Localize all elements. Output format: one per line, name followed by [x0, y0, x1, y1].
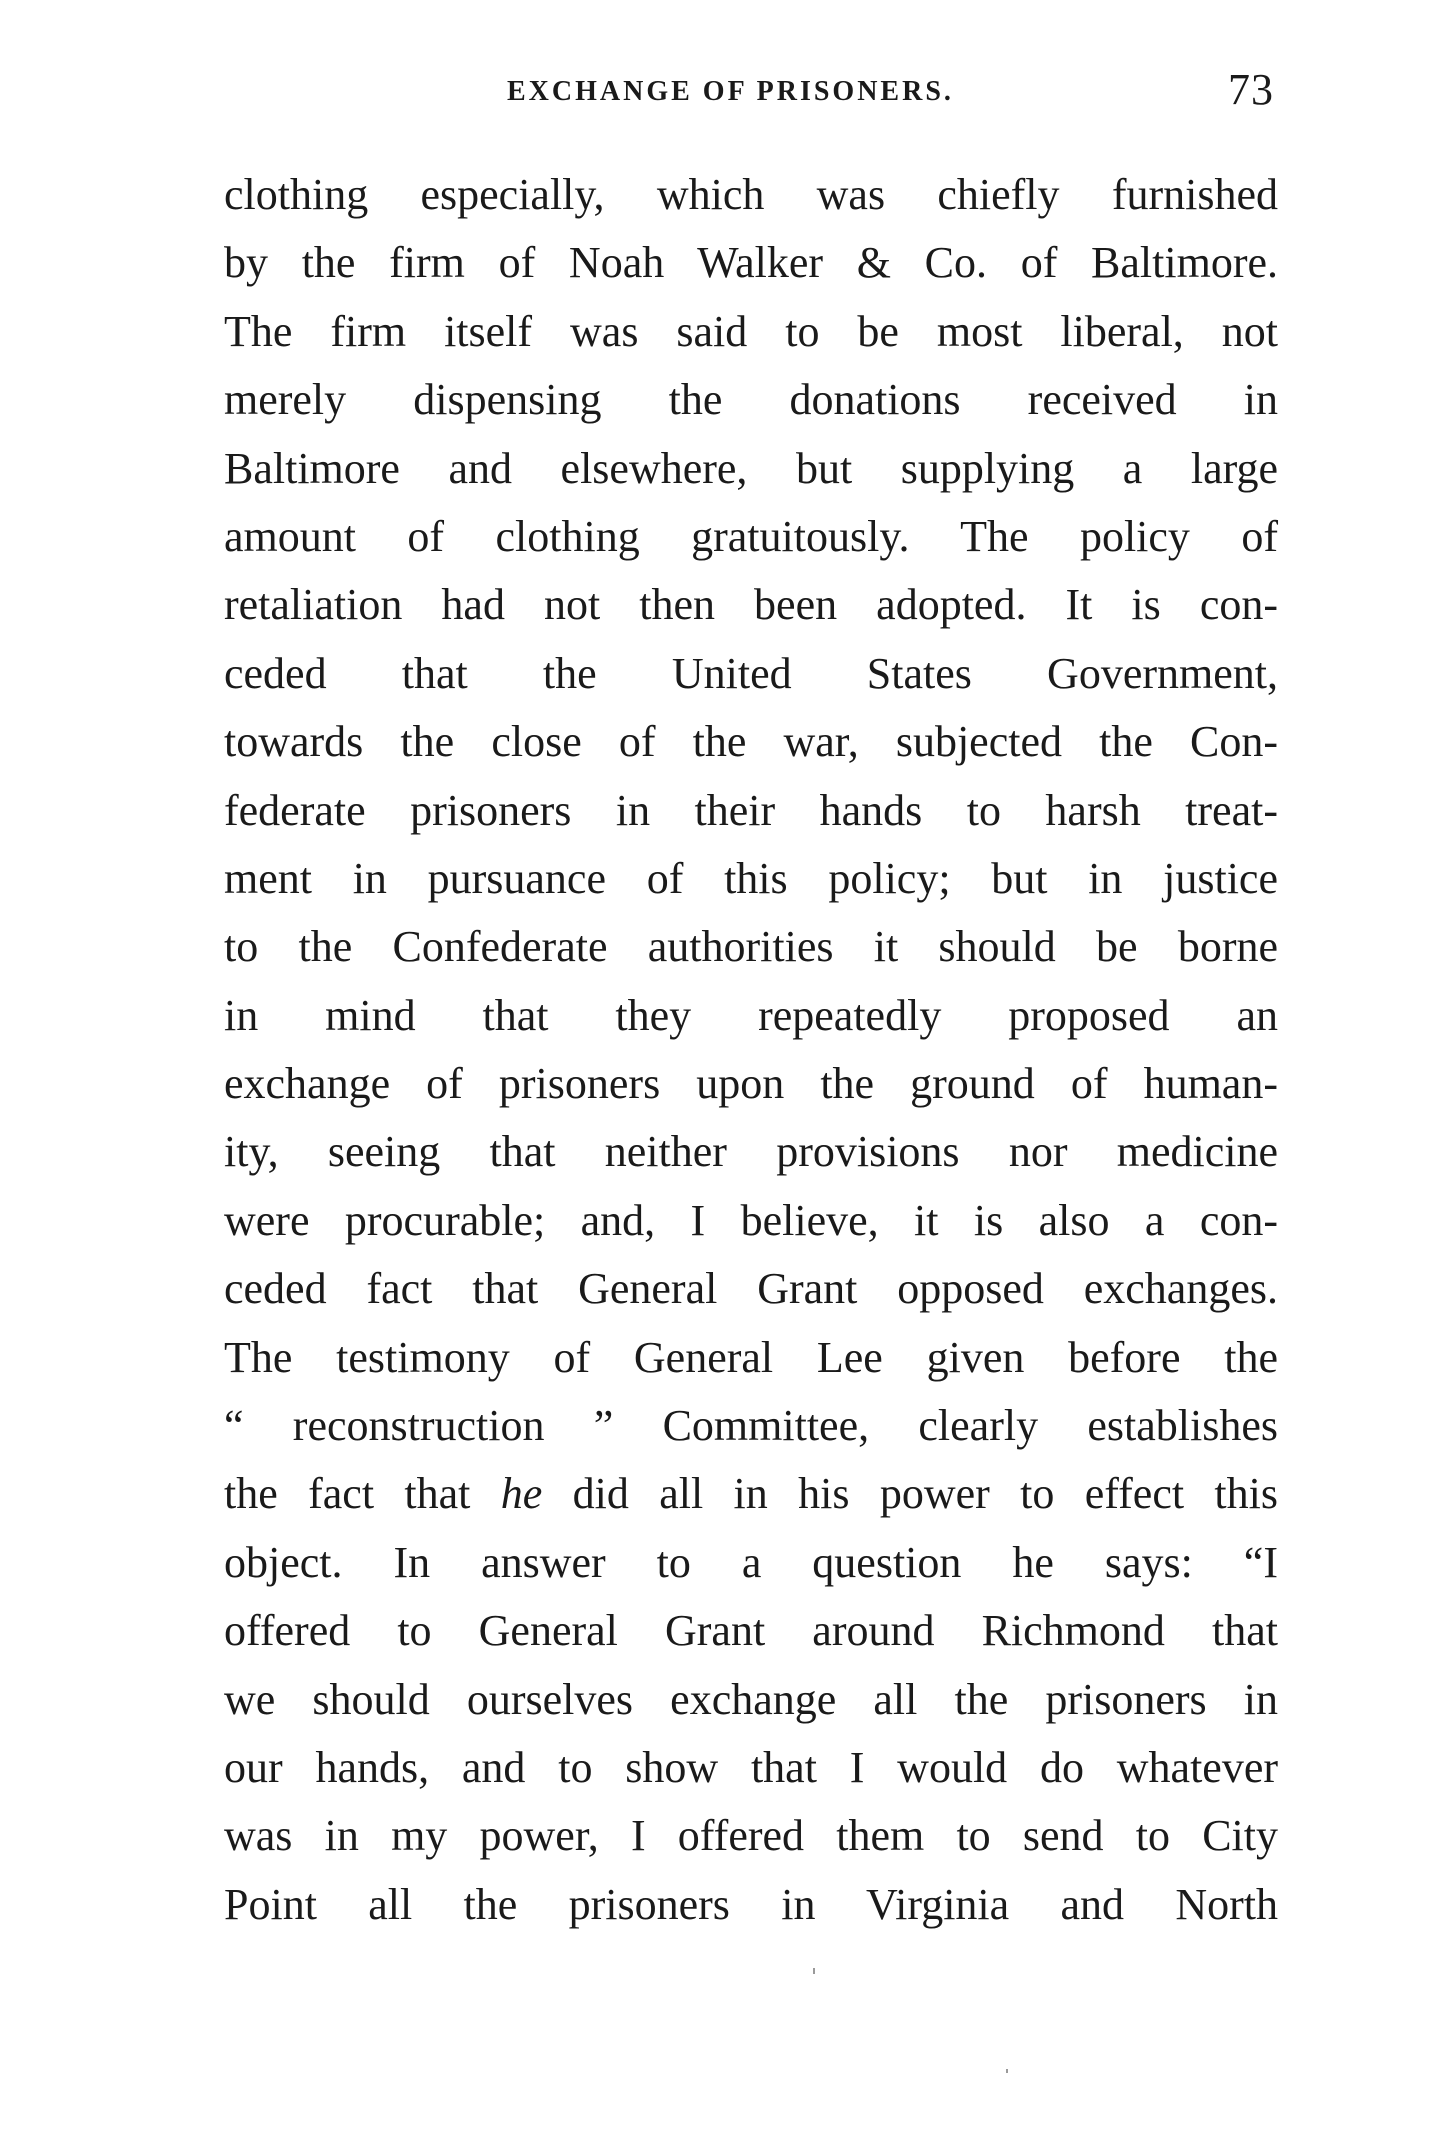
page-number: 73 [1228, 65, 1274, 114]
running-head [224, 60, 1274, 120]
running-title: EXCHANGE OF PRISONERS. [507, 76, 954, 107]
text-line: we should ourselves exchange all the prisoners in [224, 1674, 1278, 1724]
text-line: was in my power, I offered them to send to City [224, 1811, 1278, 1861]
text-line: clothing especially, which was chiefly furnished [224, 170, 1278, 219]
text-line: merely dispensing the donations received in [224, 375, 1278, 425]
text-line: Point all the prisoners in Virginia and North [224, 1879, 1278, 1929]
text-line-with-italic [224, 1460, 1278, 1528]
text-line: The testimony of General Lee given before the [224, 1332, 1278, 1382]
text-segment: did all in his power to effect this [572, 1469, 1278, 1519]
text-line: by the firm of Noah Walker & Co. of Baltimore. [224, 238, 1278, 288]
text-line: ity, seeing that neither provisions nor medicine [224, 1127, 1278, 1177]
text-line: The firm itself was said to be most liberal, not [224, 306, 1278, 356]
text-line: our hands, and to show that I would do whatever [224, 1742, 1278, 1792]
text-line: amount of clothing gratuitously. The policy of [224, 511, 1278, 561]
text-line: ceded that the United States Government, [224, 648, 1278, 698]
text-line: to the Confederate authorities it should be borne [224, 922, 1278, 972]
text-line: ment in pursuance of this policy; but in justice [224, 853, 1278, 903]
text-line: Baltimore and elsewhere, but supplying a large [224, 443, 1278, 493]
text-line: were procurable; and, I believe, it is also a con- [224, 1195, 1278, 1245]
body-text [224, 161, 1278, 1939]
text-line: federate prisoners in their hands to harsh treat- [224, 785, 1278, 835]
text-line: offered to General Grant around Richmond that [224, 1606, 1278, 1656]
italic-word: he [500, 1469, 543, 1519]
text-line: retaliation had not then been adopted. It is con- [224, 580, 1278, 630]
text-segment: the fact that [224, 1469, 471, 1519]
text-line: in mind that they repeatedly proposed an [224, 990, 1278, 1040]
text-line: “ reconstruction ” Committee, clearly establishes [224, 1401, 1278, 1451]
paper-speck [813, 1968, 815, 1974]
text-line: exchange of prisoners upon the ground of human- [224, 1059, 1278, 1109]
text-line: object. In answer to a question he says: “I [224, 1537, 1278, 1587]
paper-speck [1006, 2069, 1008, 2073]
text-line: ceded fact that General Grant opposed exchanges. [224, 1264, 1278, 1314]
text-line: towards the close of the war, subjected the Con- [224, 717, 1278, 767]
